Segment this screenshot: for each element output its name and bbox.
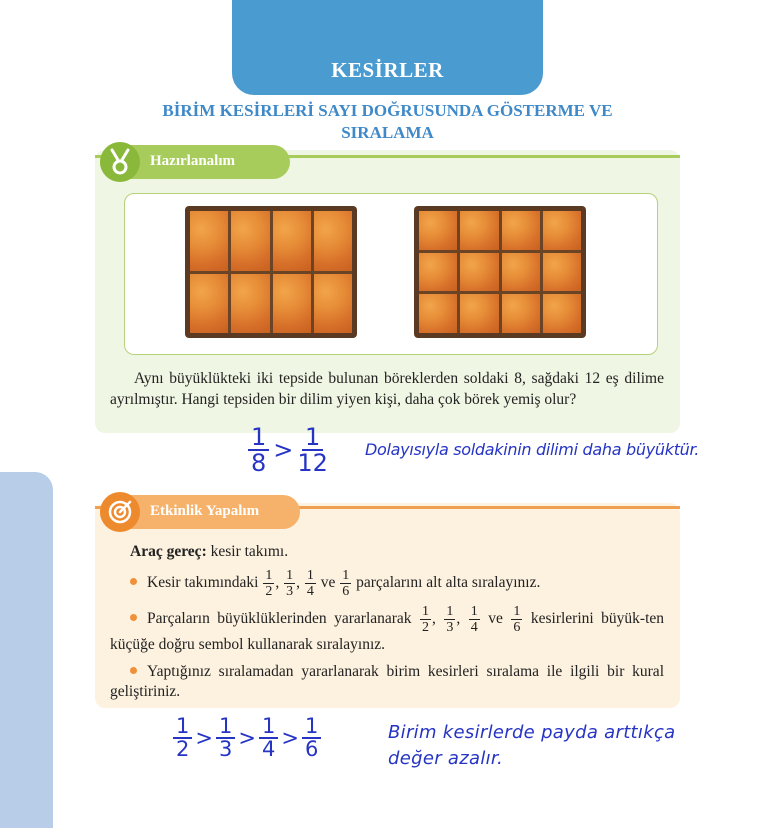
bullet-icon xyxy=(130,614,137,621)
borek-slice xyxy=(502,253,540,292)
activity-item-1: Kesir takımındaki $\frac{1}{2}$ , $\frac{1}{3}$ , $\frac{1}{4}$ ve $\frac{1}{6}$ parçalarını alt alta sıralayınız. xyxy=(110,568,664,599)
borek-slice xyxy=(419,253,457,292)
fraction-1-2: $\frac{1}{2}$ xyxy=(265,568,273,599)
activity-item-3: Yaptığınız sıralamadan yararlanarak birim kesirleri sıralama ile ilgili bir kural geliştiriniz. xyxy=(110,663,664,700)
hand-greater-symbol: > xyxy=(238,726,256,750)
tools-value: kesir takımı. xyxy=(210,543,289,560)
fraction-1-4: $\frac{1}{4}$ xyxy=(470,604,478,635)
tools-line xyxy=(130,542,630,562)
fraction-1-6: $\frac{1}{6}$ xyxy=(342,568,350,599)
borek-slice xyxy=(502,211,540,250)
hand-fraction-1-2: $\frac{1}{2}$ xyxy=(173,716,192,760)
side-bar xyxy=(0,472,53,828)
borek-slice xyxy=(273,274,311,334)
borek-slice xyxy=(543,211,581,250)
handwritten-note-2 xyxy=(388,720,675,772)
chapter-title: KESİRLER xyxy=(331,58,444,82)
chapter-header xyxy=(232,0,543,95)
activity-badge-label: Etkinlik Yapalım xyxy=(150,503,260,519)
fraction-1-3: $\frac{1}{3}$ xyxy=(286,568,294,599)
borek-slice xyxy=(314,211,352,271)
borek-slice xyxy=(314,274,352,334)
hand-greater-symbol: > xyxy=(195,726,213,750)
lesson-title xyxy=(130,100,645,144)
borek-slice xyxy=(190,211,228,271)
borek-slice xyxy=(231,211,269,271)
hand-fraction-1-6: $\frac{1}{6}$ xyxy=(302,716,321,760)
question-text: Aynı büyüklükteki iki tepside bulunan böreklerden soldaki 8, sağdaki 12 eş dilime ayrılmıştır. Hangi tepsiden bir dilim yiyen kişi, daha çok börek yemiş olur? xyxy=(110,370,664,408)
borek-slice xyxy=(460,294,498,333)
hand-fraction-1-8: $\frac{1}{8}$ xyxy=(248,425,269,475)
borek-slice xyxy=(543,253,581,292)
borek-slice xyxy=(419,294,457,333)
prepare-badge xyxy=(100,145,290,179)
borek-slice xyxy=(419,211,457,250)
tray-12-slices xyxy=(414,206,586,338)
fraction-1-2: $\frac{1}{2}$ xyxy=(422,604,430,635)
borek-slice xyxy=(190,274,228,334)
hand-greater-symbol: > xyxy=(273,436,294,464)
hand-note2-line2: değer azalır. xyxy=(388,748,504,769)
bullet-icon xyxy=(130,667,137,674)
prepare-badge-label: Hazırlanalım xyxy=(150,153,235,169)
borek-slice xyxy=(231,274,269,334)
handwritten-inequality-1 xyxy=(248,425,328,475)
lesson-title-line2: SIRALAMA xyxy=(341,123,434,142)
hand-greater-symbol: > xyxy=(281,726,299,750)
medal-icon xyxy=(100,142,140,182)
handwritten-note-1: Dolayısıyla soldakinin dilimi daha büyüktür. xyxy=(365,440,700,459)
hand-note2-line1: Birim kesirlerde payda arttıkça xyxy=(388,722,676,743)
tray-8-slices xyxy=(185,206,357,338)
tools-label: Araç gereç: xyxy=(130,543,207,560)
target-icon xyxy=(100,492,140,532)
borek-slice xyxy=(273,211,311,271)
fraction-1-3: $\frac{1}{3}$ xyxy=(446,604,454,635)
borek-slice xyxy=(460,211,498,250)
activity-badge xyxy=(100,495,300,529)
hand-fraction-1-3: $\frac{1}{3}$ xyxy=(216,716,235,760)
fraction-1-4: $\frac{1}{4}$ xyxy=(306,568,314,599)
fraction-1-6: $\frac{1}{6}$ xyxy=(513,604,521,635)
bullet-icon xyxy=(130,578,137,585)
handwritten-inequality-2 xyxy=(173,716,321,760)
borek-slice xyxy=(543,294,581,333)
borek-slice xyxy=(502,294,540,333)
borek-slice xyxy=(460,253,498,292)
hand-fraction-1-12: $\frac{1}{12}$ xyxy=(297,423,328,477)
hand-fraction-1-4: $\frac{1}{4}$ xyxy=(259,716,278,760)
tray-photo xyxy=(124,193,658,355)
activity-item-2: Parçaların büyüklüklerinden yararlanarak $\frac{1}{2}$ , $\frac{1}{3}$ , $\frac{1}{4}$ ve $\frac{1}{6}$ kesirlerini büyük-ten küçüğe doğru sembol kullanarak sıralayınız. xyxy=(110,604,665,653)
lesson-title-line1: BİRİM KESİRLERİ SAYI DOĞRUSUNDA GÖSTERME VE xyxy=(162,101,613,120)
